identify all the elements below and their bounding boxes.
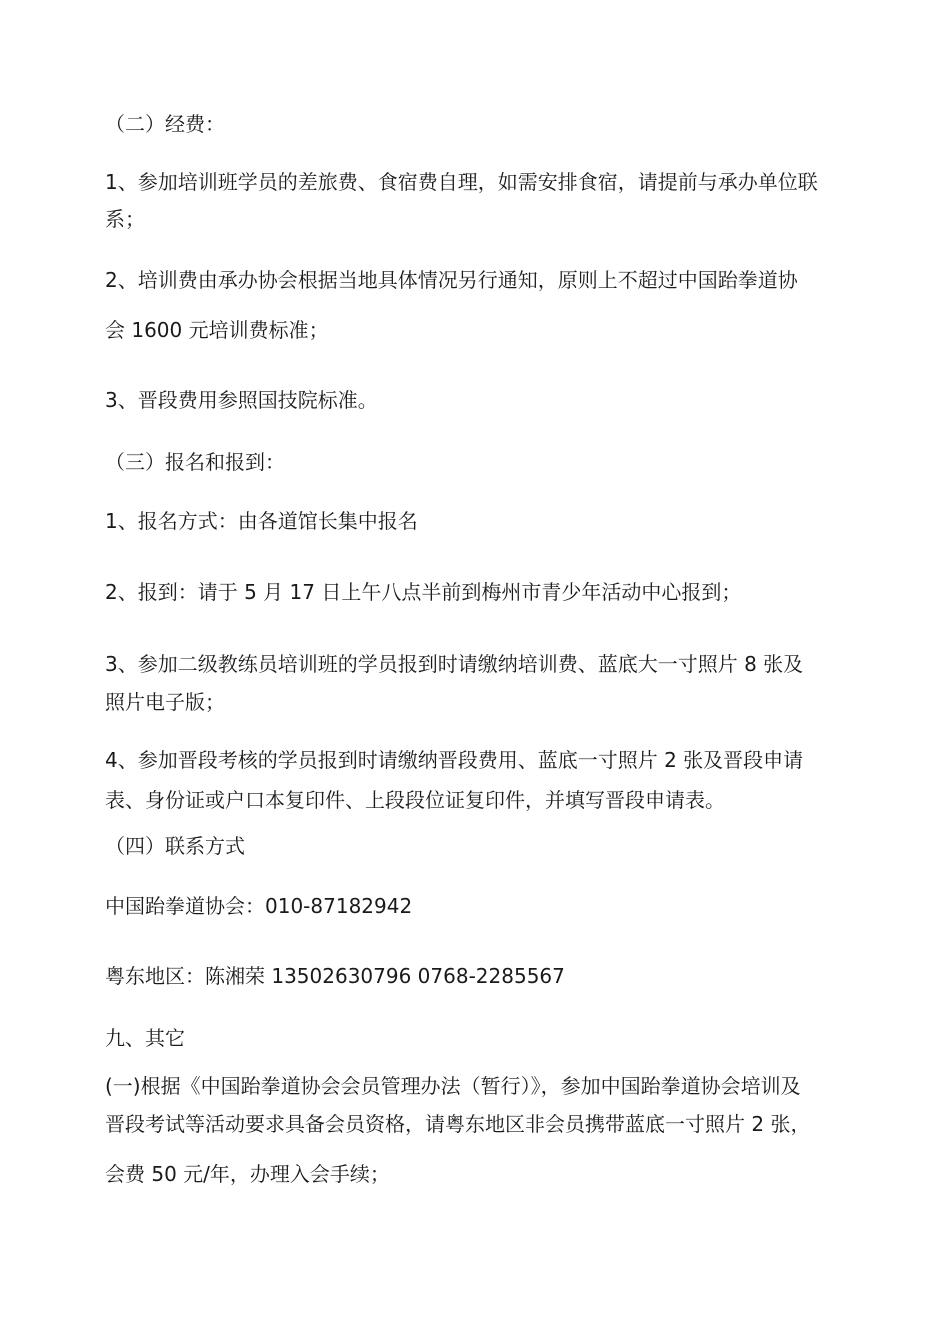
registration-item-2: 2、报到：请于 5 月 17 日上午八点半前到梅州市青少年活动中心报到； — [105, 580, 742, 604]
funding-item-2-line-2: 会 1600 元培训费标准； — [105, 318, 329, 342]
registration-item-3-line-2: 照片电子版； — [105, 690, 225, 714]
funding-item-1-line-2: 系； — [105, 207, 145, 231]
registration-item-4-line-1: 4、参加晋段考核的学员报到时请缴纳晋段费用、蓝底一寸照片 2 张及晋段申请 — [105, 748, 804, 772]
section-contact-heading: （四）联系方式 — [105, 834, 245, 858]
section-other-heading: 九、其它 — [105, 1026, 185, 1050]
section-funding-heading: （二）经费： — [105, 112, 225, 136]
other-item-1-line-1: (一)根据《中国跆拳道协会会员管理办法（暂行）》，参加中国跆拳道协会培训及 — [105, 1074, 801, 1098]
other-item-1-line-2: 晋段考试等活动要求具备会员资格，请粤东地区非会员携带蓝底一寸照片 2 张， — [105, 1112, 811, 1136]
funding-item-2-line-1: 2、培训费由承办协会根据当地具体情况另行通知，原则上不超过中国跆拳道协 — [105, 268, 798, 292]
funding-item-3: 3、晋段费用参照国技院标准。 — [105, 388, 378, 412]
other-item-1-line-3: 会费 50 元/年，办理入会手续； — [105, 1162, 390, 1186]
contact-yuedong: 粤东地区：陈湘荣 13502630796 0768-2285567 — [105, 964, 565, 988]
contact-association: 中国跆拳道协会：010-87182942 — [105, 894, 413, 918]
section-registration-heading: （三）报名和报到： — [105, 450, 285, 474]
registration-item-4-line-2: 表、身份证或户口本复印件、上段段位证复印件，并填写晋段申请表。 — [105, 788, 725, 812]
funding-item-1-line-1: 1、参加培训班学员的差旅费、食宿费自理，如需安排食宿，请提前与承办单位联 — [105, 170, 818, 194]
registration-item-1: 1、报名方式：由各道馆长集中报名 — [105, 509, 418, 533]
registration-item-3-line-1: 3、参加二级教练员培训班的学员报到时请缴纳培训费、蓝底大一寸照片 8 张及 — [105, 652, 804, 676]
